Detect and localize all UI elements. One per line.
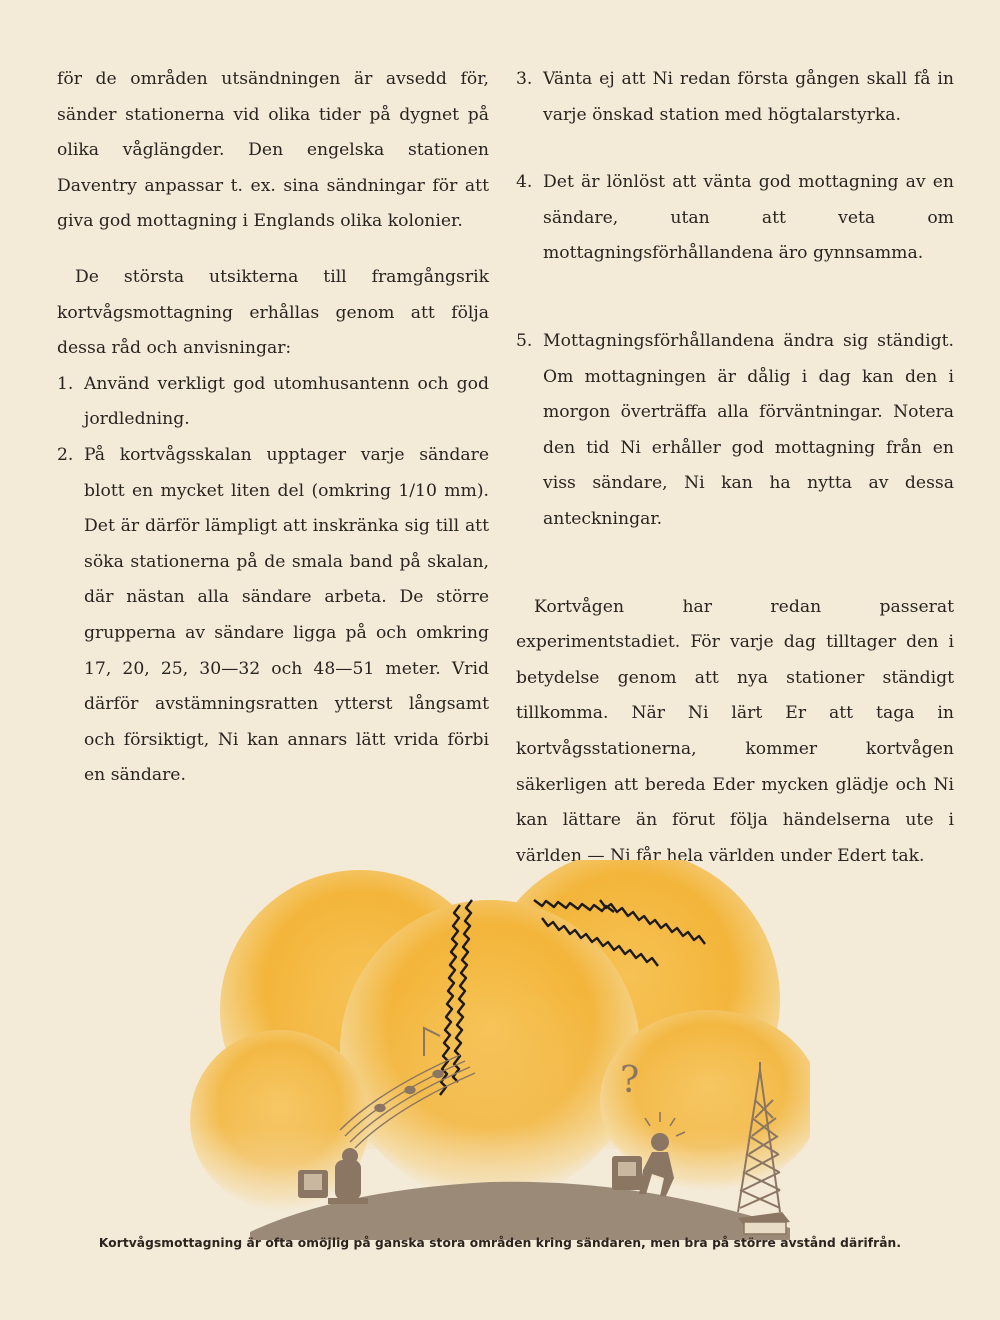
list-text: Använd verkligt god utomhusantenn och god jordledning.	[84, 373, 489, 430]
list-item	[516, 324, 954, 538]
paragraph-closing: Kortvågen har redan passerat experimentstadiet. För varje dag tilltager den i betydelse genom att nya stationer ständigt tillkomma. När Ni lärt Er att taga in kortvågsstationerna, kommer kortvågen säkerligen att bereda Eder mycken glädje och Ni kan lättare än förut följa händelserna ute i världen — Ni får hela världen under Edert tak.	[516, 596, 954, 866]
list-text: På kortvågsskalan upptager varje sändare blott en mycket liten del (omkring 1/10 mm). Det är därför lämpligt att inskränka sig till att söka stationerna på de smala band på skalan, där nästan alla sändare arbeta. De större grupperna av sändare ligga på och omkring 17, 20, 25, 30—32 och 48—51 meter. Vrid därför avstämningsratten ytterst långsamt och försiktigt, Ni kan annars lätt vrida förbi en sändare.	[84, 444, 489, 786]
list-number: 1.	[57, 373, 74, 394]
list-item	[57, 438, 489, 794]
paragraph-advice: De största utsikterna till framgångsrik kortvågsmottagning erhållas genom att följa dessa råd och anvisningar:	[57, 266, 489, 359]
list-item	[57, 367, 489, 438]
list-text: Det är lönlöst att vänta god mottagning av en sändare, utan att veta om mottagningsförhållandena äro gynnsamma.	[543, 172, 954, 264]
question-mark: ?	[620, 1060, 640, 1101]
list-number: 2.	[57, 444, 74, 465]
right-column	[516, 62, 954, 874]
paragraph-intro: för de områden utsändningen är avsedd för, sänder stationerna vid olika tider på dygnet på olika våglängder. Den engelska stationen Daventry anpassar t. ex. sina sändningar för att giva god mottagning i Englands olika kolonier.	[57, 69, 489, 232]
list-number: 5.	[516, 330, 533, 351]
list-text: Mottagningsförhållandena ändra sig ständigt. Om mottagningen är dålig i dag kan den i morgon överträffa alla förväntningar. Notera den tid Ni erhåller god mottagning från en viss sändare, Ni kan ha nytta av dessa anteckningar.	[543, 330, 954, 529]
shortwave-illustration	[190, 860, 810, 1240]
list-text: Vänta ej att Ni redan första gången skall få in varje önskad station med högtalarstyrka.	[543, 69, 954, 125]
list-number: 3.	[516, 69, 533, 89]
illustration-caption: Kortvågsmottagning är ofta omöjlig på ganska stora områden kring sändaren, men bra på större avstånd därifrån.	[98, 1236, 902, 1250]
list-number: 4.	[516, 172, 533, 193]
list-item	[516, 165, 954, 272]
list-item	[516, 62, 954, 133]
left-column	[57, 62, 489, 794]
